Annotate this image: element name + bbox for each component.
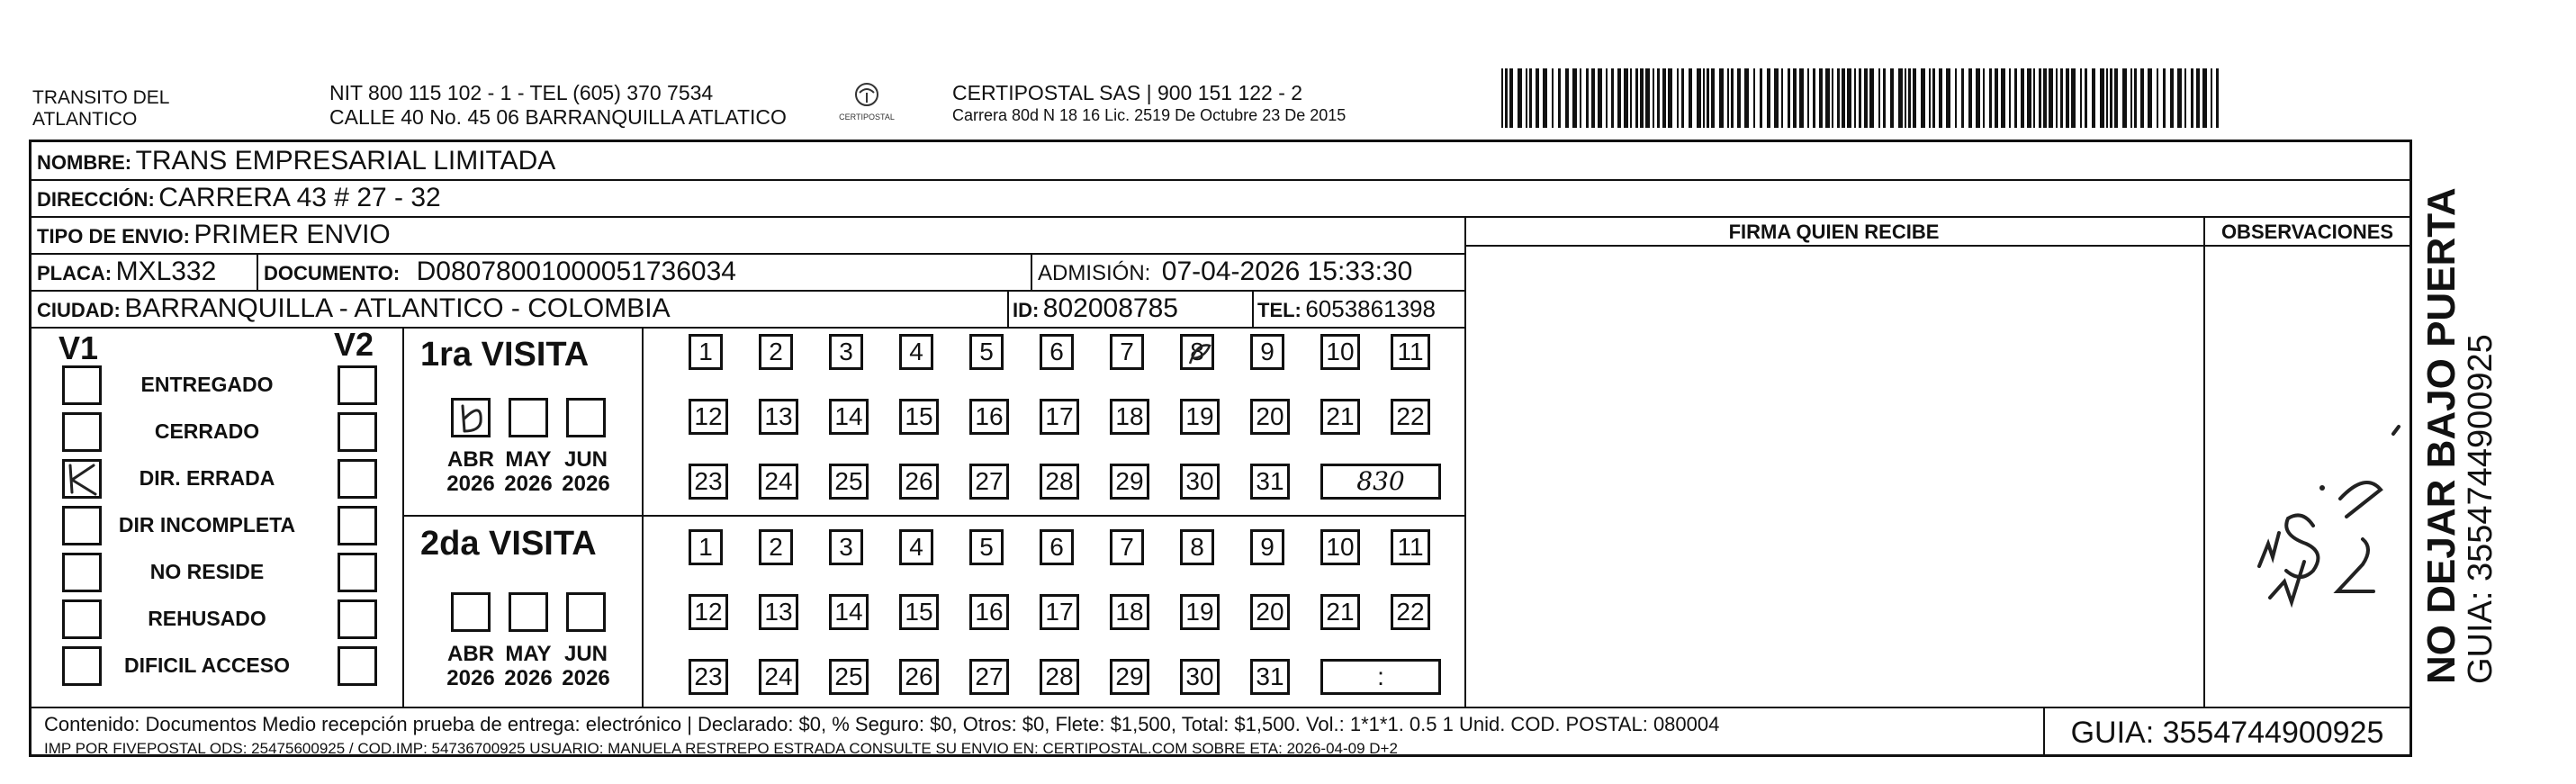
second-visit-title: 2da VISITA xyxy=(420,525,597,563)
day-box[interactable]: 5 xyxy=(969,529,1004,565)
footer-content: Contenido: Documentos Medio recepción prueba de entrega: electrónico | Declarado: $0, % Seguro: $0, Otros: $0, Flete: $1,500, Total: $1,500. Vol.: 1*1*1. 0.5 1 Unid. COD. POSTAL: 080004 xyxy=(44,713,1720,735)
month-checkbox[interactable] xyxy=(566,398,606,437)
month-label: JUN 2026 xyxy=(562,642,610,690)
day-box[interactable]: 20 xyxy=(1250,594,1290,630)
day-box[interactable]: 6 xyxy=(1040,334,1074,370)
delivery-form xyxy=(29,140,2412,757)
nombre-row xyxy=(37,146,555,181)
day-box[interactable]: 16 xyxy=(969,399,1009,435)
month-checkbox[interactable] xyxy=(451,592,491,632)
month-label: ABR 2026 xyxy=(446,642,495,690)
day-box[interactable]: 30 xyxy=(1180,464,1220,500)
v2-checkbox[interactable] xyxy=(338,459,377,499)
day-box[interactable]: 2 xyxy=(759,529,793,565)
direccion-value: CARRERA 43 # 27 - 32 xyxy=(158,183,441,212)
day-box[interactable]: 5 xyxy=(969,334,1004,370)
month-checkbox[interactable] xyxy=(509,592,548,632)
v2-checkbox[interactable] xyxy=(338,365,377,405)
side-warning: NO DEJAR BAJO PUERTA xyxy=(2419,187,2463,684)
status-label: DIR INCOMPLETA xyxy=(118,513,296,536)
day-box[interactable]: 10 xyxy=(1320,334,1360,370)
side-text xyxy=(2421,180,2499,684)
day-box[interactable]: 15 xyxy=(899,594,939,630)
day-box[interactable]: 3 xyxy=(829,529,863,565)
day-box[interactable]: 12 xyxy=(689,594,728,630)
sender-line-2: ATLANTICO xyxy=(32,109,138,130)
day-box[interactable]: 4 xyxy=(899,334,933,370)
sender-address: CALLE 40 No. 45 06 BARRANQUILLA ATLATICO xyxy=(329,105,787,129)
documento-field xyxy=(264,257,736,292)
admision-label: ADMISIÓN: xyxy=(1038,261,1151,285)
day-box[interactable]: 18 xyxy=(1110,399,1149,435)
day-box[interactable]: 14 xyxy=(829,594,869,630)
v2-checkbox[interactable] xyxy=(338,412,377,452)
day-box[interactable]: 9 xyxy=(1250,334,1284,370)
day-box[interactable]: 3 xyxy=(829,334,863,370)
day-box[interactable]: 23 xyxy=(689,464,728,500)
time-box[interactable]: : xyxy=(1320,659,1441,695)
footer-info xyxy=(44,713,2038,758)
id-label: ID: xyxy=(1013,299,1040,321)
status-label: DIR. ERRADA xyxy=(139,466,275,490)
day-box[interactable]: 18 xyxy=(1110,594,1149,630)
month-label: ABR 2026 xyxy=(446,447,495,496)
status-label: DIFICIL ACCESO xyxy=(123,653,290,677)
day-box[interactable]: 24 xyxy=(759,464,798,500)
day-box[interactable]: 28 xyxy=(1040,464,1079,500)
tipo-row xyxy=(37,220,391,255)
day-box[interactable]: 9 xyxy=(1250,529,1284,565)
day-box[interactable]: 20 xyxy=(1250,399,1290,435)
day-box[interactable]: 7 xyxy=(1110,529,1144,565)
month-checkbox[interactable] xyxy=(451,398,491,437)
sender-info xyxy=(329,81,787,130)
day-box[interactable]: 17 xyxy=(1040,399,1079,435)
direccion-row xyxy=(37,183,441,218)
day-box[interactable]: 4 xyxy=(899,529,933,565)
day-box[interactable]: 26 xyxy=(899,464,939,500)
certipostal-logo xyxy=(835,81,898,122)
day-box[interactable]: 27 xyxy=(969,464,1009,500)
ciudad-value: BARRANQUILLA - ATLANTICO - COLOMBIA xyxy=(124,293,671,323)
day-box[interactable]: 21 xyxy=(1320,594,1360,630)
day-box[interactable]: 10 xyxy=(1320,529,1360,565)
day-box[interactable]: 14 xyxy=(829,399,869,435)
placa-field xyxy=(37,257,216,292)
day-box[interactable]: 22 xyxy=(1391,399,1430,435)
day-box[interactable]: 2 xyxy=(759,334,793,370)
sender-line-1: TRANSITO DEL xyxy=(32,87,170,108)
direccion-label: DIRECCIÓN: xyxy=(37,188,155,211)
day-box[interactable]: 25 xyxy=(829,659,869,695)
month-label: MAY 2026 xyxy=(504,642,553,690)
firma-header: FIRMA QUIEN RECIBE xyxy=(1728,221,1940,243)
tel-label: TEL: xyxy=(1257,299,1302,321)
day-box[interactable]: 27 xyxy=(969,659,1009,695)
day-box[interactable]: 31 xyxy=(1250,464,1290,500)
license-line: Carrera 80d N 18 16 Lic. 2519 De Octubre 23 De 2015 xyxy=(952,106,1347,124)
v2-checkbox[interactable] xyxy=(338,599,377,639)
day-box[interactable]: 17 xyxy=(1040,594,1079,630)
day-box[interactable]: 22 xyxy=(1391,594,1430,630)
day-box[interactable]: 15 xyxy=(899,399,939,435)
v1-header: V1 xyxy=(59,329,99,366)
v2-checkbox[interactable] xyxy=(338,553,377,592)
month-label: JUN 2026 xyxy=(562,447,610,496)
documento-label: DOCUMENTO: xyxy=(264,262,401,284)
day-box[interactable]: 13 xyxy=(759,594,798,630)
handwritten-mark-icon xyxy=(1183,337,1217,373)
day-box[interactable]: 19 xyxy=(1180,399,1220,435)
ciudad-field xyxy=(37,293,671,329)
nombre-label: NOMBRE: xyxy=(37,151,132,174)
day-box[interactable]: 1 xyxy=(689,334,723,370)
side-guia: GUIA: 3554744900925 xyxy=(2462,334,2499,684)
id-value: 802008785 xyxy=(1042,293,1178,323)
day-box[interactable]: 16 xyxy=(969,594,1009,630)
status-label: ENTREGADO xyxy=(140,373,274,396)
day-box[interactable]: 26 xyxy=(899,659,939,695)
v2-checkbox[interactable] xyxy=(338,646,377,686)
observaciones-header: OBSERVACIONES xyxy=(2220,221,2394,243)
v2-header: V2 xyxy=(334,326,374,363)
day-box[interactable]: 12 xyxy=(689,399,728,435)
status-label: CERRADO xyxy=(154,419,260,443)
status-label: NO RESIDE xyxy=(149,560,265,583)
day-box[interactable]: 7 xyxy=(1110,334,1144,370)
day-box[interactable]: 31 xyxy=(1250,659,1290,695)
day-box[interactable]: 8 xyxy=(1180,334,1214,370)
tipo-value: PRIMER ENVIO xyxy=(194,220,391,249)
logo-mark-icon xyxy=(851,81,882,108)
placa-label: PLACA: xyxy=(37,262,113,284)
footer-print-info: IMP POR FIVEPOSTAL ODS: 25475600925 / COD.IMP: 54736700925 USUARIO: MANUELA RESTREPO ESTRADA CONSULTE SU ENVIO EN: CERTIPOSTAL.COM SOBRE ETA: 2026-04-09 D+2 xyxy=(44,740,1398,757)
day-box[interactable]: 29 xyxy=(1110,464,1149,500)
tel-field xyxy=(1257,293,1436,329)
day-box[interactable]: 6 xyxy=(1040,529,1074,565)
day-box[interactable]: 28 xyxy=(1040,659,1079,695)
tel-value: 6053861398 xyxy=(1305,295,1436,322)
id-field xyxy=(1013,293,1178,329)
sender-name xyxy=(32,87,169,131)
logo-text: CERTIPOSTAL xyxy=(839,113,895,122)
day-box[interactable]: 30 xyxy=(1180,659,1220,695)
time-box[interactable]: 830 xyxy=(1320,464,1441,500)
month-checkbox[interactable] xyxy=(509,398,548,437)
v2-checkbox[interactable] xyxy=(338,506,377,545)
nombre-value: TRANS EMPRESARIAL LIMITADA xyxy=(135,146,556,176)
day-box[interactable]: 11 xyxy=(1391,529,1430,565)
day-box[interactable]: 23 xyxy=(689,659,728,695)
signature-area[interactable] xyxy=(1466,290,2203,707)
admision-value: 07-04-2026 15:33:30 xyxy=(1161,257,1413,286)
documento-value: D08078001000051736034 xyxy=(416,257,736,286)
day-box[interactable]: 13 xyxy=(759,399,798,435)
day-box[interactable]: 1 xyxy=(689,529,723,565)
month-checkbox[interactable] xyxy=(566,592,606,632)
observations-area[interactable] xyxy=(2205,247,2409,707)
tipo-label: TIPO DE ENVIO: xyxy=(37,225,190,248)
day-box[interactable]: 25 xyxy=(829,464,869,500)
first-visit-title: 1ra VISITA xyxy=(420,336,590,374)
month-label: MAY 2026 xyxy=(504,447,553,496)
handwriting-observation xyxy=(2205,247,2409,707)
footer-guia: GUIA: 3554744900925 xyxy=(2070,716,2384,750)
ciudad-label: CIUDAD: xyxy=(37,299,121,321)
check-mark-icon xyxy=(454,401,488,435)
day-box[interactable]: 8 xyxy=(1180,529,1214,565)
day-box[interactable]: 29 xyxy=(1110,659,1149,695)
barcode xyxy=(1501,68,2229,128)
sender-nit: NIT 800 115 102 - 1 - TEL (605) 370 7534 xyxy=(329,81,714,104)
status-label: REHUSADO xyxy=(148,607,266,630)
day-box[interactable]: 11 xyxy=(1391,334,1430,370)
day-box[interactable]: 24 xyxy=(759,659,798,695)
placa-value: MXL332 xyxy=(115,257,217,286)
day-box[interactable]: 21 xyxy=(1320,399,1360,435)
admision-field xyxy=(1038,257,1412,292)
company-line: CERTIPOSTAL SAS | 900 151 122 - 2 xyxy=(952,81,1303,104)
day-box[interactable]: 19 xyxy=(1180,594,1220,630)
company-info xyxy=(952,81,1346,126)
